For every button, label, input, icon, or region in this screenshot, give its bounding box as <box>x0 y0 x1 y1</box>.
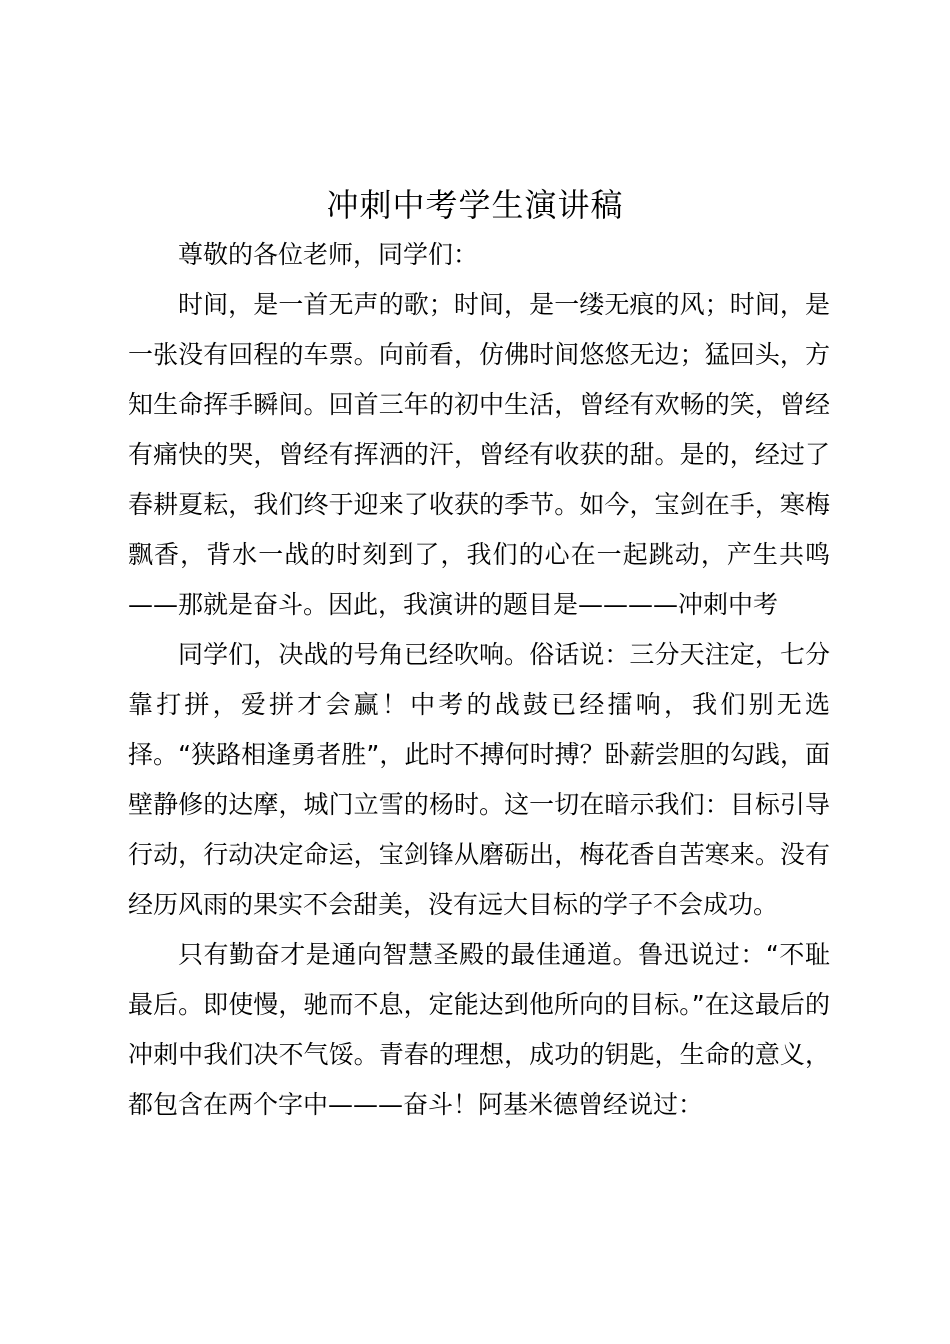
paragraph-diligence: 只有勤奋才是通向智慧圣殿的最佳通道。鲁迅说过：“不耻最后。即使慢，驰而不息，定能达到他所向的目标。”在这最后的冲刺中我们决不气馁。青春的理想，成功的钥匙，生命的意义，都包含在两个字中———奋斗！阿基米德曾经说过： <box>128 940 830 1119</box>
paragraph-greeting: 尊敬的各位老师，同学们： <box>178 240 479 269</box>
paragraph-time: 时间，是一首无声的歌；时间，是一缕无痕的风；时间，是一张没有回程的车票。向前看，仿佛时间悠悠无边；猛回头，方知生命挥手瞬间。回首三年的初中生活，曾经有欢畅的笑，曾经有痛快的哭，曾经有挥洒的汗，曾经有收获的甜。是的，经过了春耕夏耘，我们终于迎来了收获的季节。如今，宝剑在手，寒梅飘香，背水一战的时刻到了，我们的心在一起跳动，产生共鸣——那就是奋斗。因此，我演讲的题目是————冲刺中考 <box>128 290 830 619</box>
document-body <box>128 230 830 1130</box>
paragraph-battle: 同学们，决战的号角已经吹响。俗话说：三分天注定，七分靠打拼，爱拼才会赢！中考的战鼓已经擂响，我们别无选择。“狭路相逢勇者胜”，此时不搏何时搏？卧薪尝胆的勾践，面壁静修的达摩，城门立雪的杨时。这一切在暗示我们：目标引导行动，行动决定命运，宝剑锋从磨砺出，梅花香自苦寒来。没有经历风雨的果实不会甜美，没有远大目标的学子不会成功。 <box>128 640 830 919</box>
page-title: 冲刺中考学生演讲稿 <box>326 186 624 224</box>
